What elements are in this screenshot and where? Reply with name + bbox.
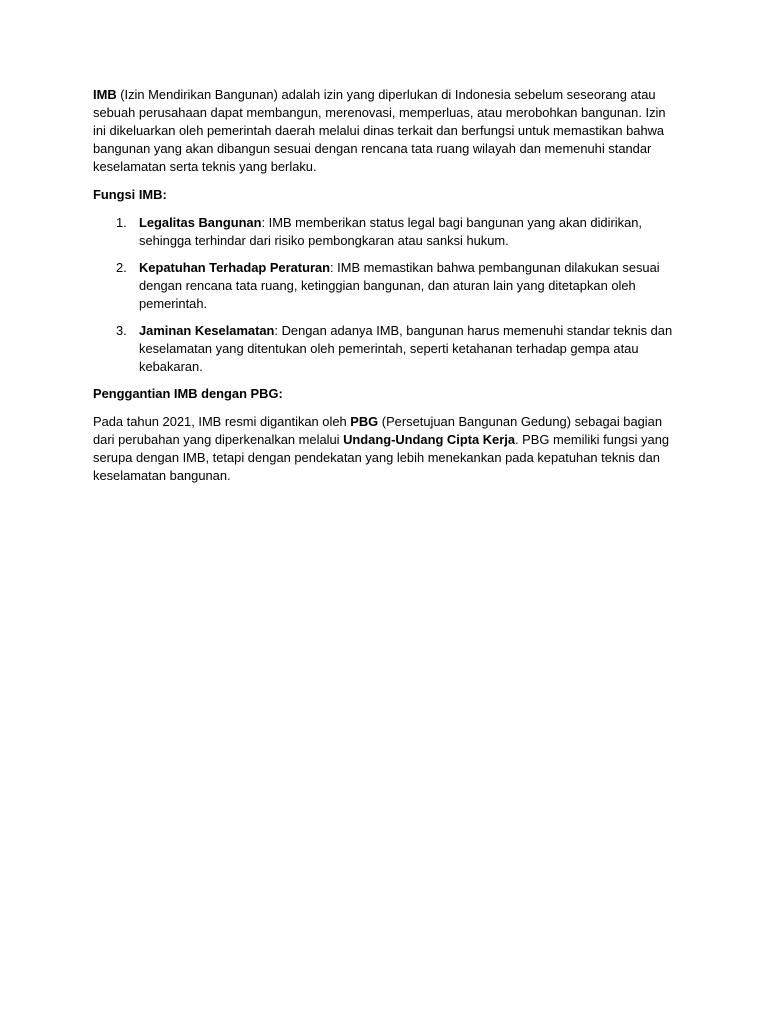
- list-item-title: Kepatuhan Terhadap Peraturan: [139, 260, 331, 275]
- list-item-number: 1.: [116, 215, 127, 230]
- list-item: [93, 214, 678, 250]
- law-name: Undang-Undang Cipta Kerja: [343, 432, 515, 447]
- list-item-number: 3.: [116, 323, 127, 338]
- intro-term: IMB: [93, 87, 117, 102]
- pbg-text-1: Pada tahun 2021, IMB resmi digantikan oleh: [93, 414, 351, 429]
- document-page: [93, 86, 678, 493]
- list-item-text: : IMB memberikan status legal bagi bangunan yang akan didirikan, sehingga terhindar dari risiko pembongkaran atau sanksi hukum.: [139, 215, 642, 248]
- list-item-title: Jaminan Keselamatan: [139, 323, 275, 338]
- intro-paragraph: [93, 86, 678, 176]
- fungsi-heading: Fungsi IMB:: [93, 187, 167, 202]
- intro-text: (Izin Mendirikan Bangunan) adalah izin yang diperlukan di Indonesia sebelum seseorang atau sebuah perusahaan dapat membangun, merenovasi, memperluas, atau merobohkan bangunan. Izin ini dikeluarkan oleh pemerintah daerah melalui dinas terkait dan berfungsi untuk memastikan bahwa bangunan yang akan dibangun sesuai dengan rencana tata ruang wilayah dan memenuhi standar keselamatan serta teknis yang berlaku.: [93, 87, 666, 174]
- list-item-text: : IMB memastikan bahwa pembangunan dilakukan sesuai dengan rencana tata ruang, ketinggian bangunan, dan aturan lain yang ditetapkan oleh pemerintah.: [139, 260, 660, 311]
- pbg-text-3: . PBG memiliki fungsi yang serupa dengan IMB, tetapi dengan pendekatan yang lebih menekankan pada kepatuhan teknis dan keselamatan bangunan.: [93, 432, 670, 483]
- list-item-title: Legalitas Bangunan: [139, 215, 262, 230]
- list-item-number: 2.: [116, 260, 127, 275]
- list-item-text: : Dengan adanya IMB, bangunan harus memenuhi standar teknis dan keselamatan yang ditentukan oleh pemerintah, seperti ketahanan terhadap gempa atau kebakaran.: [139, 323, 673, 374]
- pbg-heading: Penggantian IMB dengan PBG:: [93, 386, 283, 401]
- pbg-term: PBG: [350, 414, 379, 429]
- pbg-paragraph: [93, 413, 678, 485]
- fungsi-list: [93, 214, 678, 376]
- pbg-text-2: (Persetujuan Bangunan Gedung) sebagai bagian dari perubahan yang diperkenalkan melalui: [93, 414, 663, 447]
- list-item: [93, 259, 678, 313]
- list-item: [93, 322, 678, 376]
